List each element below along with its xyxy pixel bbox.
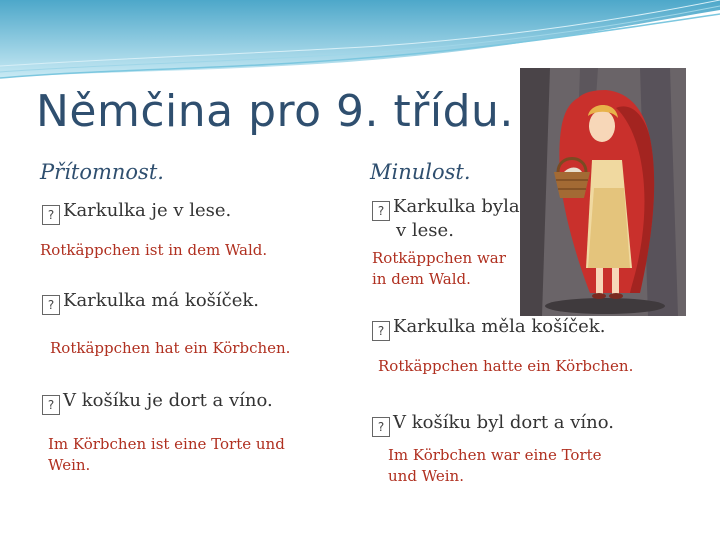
present-czech-2 (42, 290, 259, 315)
past-german-3-line2: und Wein. (388, 467, 464, 485)
czech-sentence: V košíku je dort a víno. (63, 390, 273, 411)
present-german-3: Im Körbchen ist eine Torte und Wein. (48, 435, 285, 474)
past-czech-2 (372, 316, 605, 341)
bullet-icon: ? (42, 295, 60, 315)
past-german-1-line2: in dem Wald. (372, 270, 471, 288)
past-german-2: Rotkäppchen hatte ein Körbchen. (378, 357, 634, 375)
past-czech-1-line2: v lese. (396, 220, 454, 241)
present-german-2: Rotkäppchen hat ein Körbchen. (50, 339, 291, 357)
past-czech-1 (372, 196, 520, 221)
czech-sentence: Karkulka má košíček. (63, 290, 260, 311)
present-czech-1 (42, 200, 231, 225)
past-czech-3 (372, 412, 614, 437)
czech-sentence: Karkulka měla košíček. (393, 316, 606, 337)
bullet-icon: ? (372, 417, 390, 437)
czech-sentence: Karkulka byla (393, 196, 520, 217)
czech-sentence: V košíku byl dort a víno. (393, 412, 614, 433)
present-czech-3 (42, 390, 273, 415)
bullet-icon: ? (372, 201, 390, 221)
bullet-icon: ? (42, 205, 60, 225)
czech-sentence: Karkulka je v lese. (63, 200, 232, 221)
present-german-1: Rotkäppchen ist in dem Wald. (40, 241, 268, 259)
bullet-icon: ? (42, 395, 60, 415)
past-german-1: Rotkäppchen war (372, 249, 506, 267)
past-german-3: Im Körbchen war eine Torte (388, 446, 602, 464)
present-heading: Přítomnost. (40, 160, 164, 184)
bullet-icon: ? (372, 321, 390, 341)
slide-title: Němčina pro 9. třídu. (36, 86, 514, 137)
past-heading: Minulost. (370, 160, 471, 184)
red-riding-hood-illustration (520, 68, 686, 316)
